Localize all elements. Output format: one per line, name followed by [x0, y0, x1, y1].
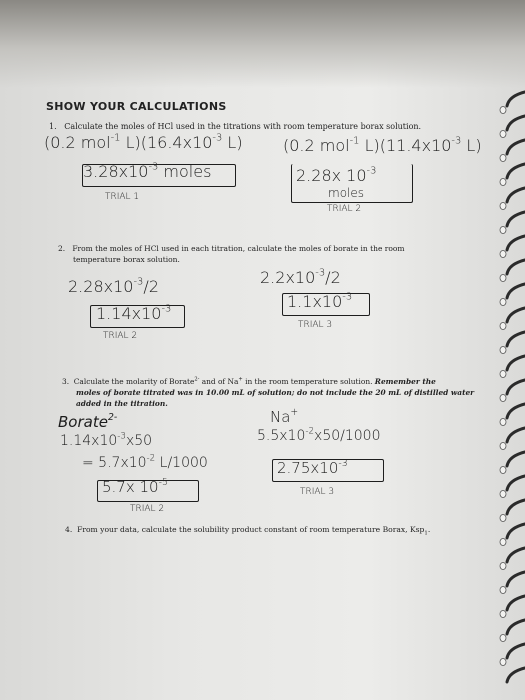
trial2-label: TRIAL 2: [327, 204, 362, 214]
top-shadow: [0, 0, 525, 88]
borate-line2: = $5.7x10^{-2}$ L/1000: [82, 453, 208, 471]
question-2-number: 2.: [58, 244, 66, 253]
trial2-result-box: [291, 164, 413, 203]
q2-right-result-box: [282, 293, 370, 316]
trial2-result-unit: moles: [328, 186, 364, 200]
trial1-result: $3.28x10^{-3}$ moles: [83, 161, 212, 181]
q2-right-result: $1.1x10^{-3}$: [287, 291, 353, 311]
question-1-number: 1.: [49, 122, 57, 131]
trial1-expression: (0.2 mol$^{-1}$ $L)(16.4x10^{-3}$ L): [44, 132, 243, 152]
question-2: [58, 243, 405, 265]
section-heading: SHOW YOUR CALCULATIONS: [46, 100, 227, 113]
borate-trial-label: TRIAL 2: [130, 504, 165, 514]
sodium-charge: +: [238, 376, 243, 383]
trial2-expression: (0.2 mol$^{-1}$ $L)(11.4x10^{-3}$ L): [283, 135, 482, 155]
sodium-result-box: [272, 459, 384, 482]
question-4: [65, 525, 430, 537]
question-3: [62, 376, 474, 409]
question-4-number: 4.: [65, 525, 73, 534]
question-4-text: From your data, calculate the solubility product constant of room temperature Borax, Ksp: [77, 525, 425, 534]
question-2-line1: From the moles of HCl used in each titration, calculate the moles of borate in the room: [72, 244, 405, 253]
question-3-line3: added in the titration.: [76, 399, 168, 408]
question-2-line2: temperature borax solution.: [73, 255, 180, 264]
borate-result-box: [97, 477, 199, 502]
question-4-sub: 1: [424, 530, 428, 537]
borate-charge: 2-: [194, 376, 200, 383]
sodium-result: $2.75x10^{-3}$: [277, 458, 348, 477]
question-1: [49, 122, 421, 131]
q2-left-expression: $2.28x10^{-3}/2$: [68, 276, 159, 296]
question-3-line1-c: in the room temperature solution.: [242, 377, 375, 386]
question-3-line2: moles of borate titrated was in 10.00 mL of solution; do not include the 20 mL of distilled water: [76, 388, 475, 397]
question-1-text: Calculate the moles of HCl used in the titrations with room temperature borax solution.: [64, 122, 422, 131]
q2-left-result-box: [90, 305, 185, 328]
sodium-trial-label: TRIAL 3: [300, 487, 335, 497]
trial2-result: 2.28x $10^{-3}$: [296, 165, 377, 185]
question-4-end: .: [427, 525, 431, 534]
borate-line1: $1.14x10^{-3}x50$: [60, 431, 153, 449]
trial1-label: TRIAL 1: [105, 192, 140, 202]
question-3-line1-a: Calculate the molarity of Borate: [73, 377, 195, 386]
borate-label: Borate$^{2-}$: [58, 412, 118, 431]
q2-left-label: TRIAL 2: [103, 331, 138, 341]
q2-left-result: $1.14x10^{-3}$: [96, 303, 172, 323]
sodium-line1: $5.5x10^{-2}x50/1000$: [257, 426, 381, 444]
q2-right-label: TRIAL 3: [298, 320, 333, 330]
question-3-number: 3.: [62, 377, 70, 386]
spiral-binding: [491, 0, 525, 700]
question-3-line1-bold: Remember the: [374, 377, 436, 386]
borate-result: 5.7x $10^{-5}$: [102, 477, 168, 496]
question-3-line1-b: and of Na: [199, 377, 239, 386]
sodium-label: Na+: [270, 407, 299, 426]
q2-right-expression: $2.2x10^{-3}/2$: [260, 267, 341, 287]
trial1-result-box: [82, 161, 236, 187]
